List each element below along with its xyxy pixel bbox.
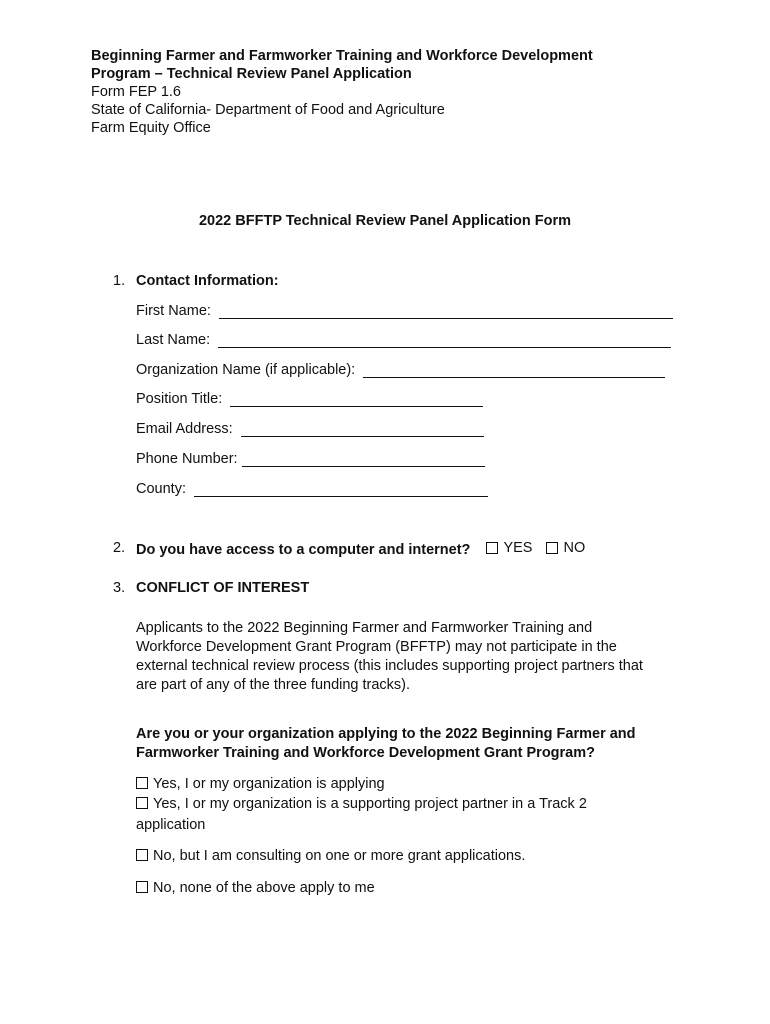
no-label: NO (563, 540, 586, 556)
section-1-number: 1. (113, 273, 126, 289)
option-label: Yes, I or my organization is applying (153, 776, 385, 792)
option-supporting-partner[interactable] (136, 794, 587, 814)
last-name-input-line[interactable] (218, 332, 671, 348)
option-label: application (136, 817, 206, 833)
last-name-label: Last Name: (136, 332, 211, 348)
office-name: Farm Equity Office (91, 120, 211, 136)
option-consulting[interactable] (136, 846, 525, 866)
county-field (136, 481, 488, 497)
position-title-field (136, 391, 483, 407)
header-title-line2: Program – Technical Review Panel Application (91, 66, 412, 82)
paragraph-line: Workforce Development Grant Program (BFFTP) may not participate in the (136, 639, 617, 655)
applying-question (136, 725, 636, 763)
section-2-number: 2. (113, 540, 126, 556)
conflict-paragraph (136, 619, 643, 695)
paragraph-line: Applicants to the 2022 Beginning Farmer and Farmworker Training and (136, 620, 593, 636)
organization-name-label: Organization Name (if applicable): (136, 362, 356, 378)
phone-number-input-line[interactable] (242, 451, 485, 467)
question-line: Are you or your organization applying to the 2022 Beginning Farmer and (136, 726, 636, 742)
last-name-field (136, 332, 671, 348)
option-none[interactable] (136, 878, 375, 898)
question-line: Farmworker Training and Workforce Development Grant Program? (136, 745, 596, 761)
no-checkbox[interactable] (546, 540, 585, 556)
form-number: Form FEP 1.6 (91, 84, 181, 100)
form-title: 2022 BFFTP Technical Review Panel Application Form (198, 213, 571, 229)
header-title-line1: Beginning Farmer and Farmworker Training and Workforce Development (91, 48, 593, 64)
option-applying[interactable] (136, 774, 385, 794)
phone-number-field (136, 451, 485, 467)
first-name-label: First Name: (136, 303, 211, 319)
email-address-input-line[interactable] (241, 421, 484, 437)
organization-name-input-line[interactable] (363, 362, 665, 378)
first-name-field (136, 303, 673, 319)
computer-access-question: Do you have access to a computer and internet? (136, 542, 471, 558)
email-address-field (136, 421, 484, 437)
email-address-label: Email Address: (136, 421, 233, 437)
section-3-heading: CONFLICT OF INTEREST (136, 580, 310, 596)
option-label: No, none of the above apply to me (153, 880, 375, 896)
first-name-input-line[interactable] (219, 303, 673, 319)
checkbox-icon (136, 797, 148, 809)
paragraph-line: are part of any of the three funding tracks). (136, 677, 411, 693)
checkbox-icon (546, 542, 558, 554)
checkbox-icon (136, 777, 148, 789)
checkbox-icon (136, 881, 148, 893)
section-2-row (136, 540, 585, 558)
county-input-line[interactable] (194, 481, 488, 497)
yes-label: YES (503, 540, 533, 556)
department-name: State of California- Department of Food and Agriculture (91, 102, 445, 118)
position-title-input-line[interactable] (230, 391, 483, 407)
section-3-number: 3. (113, 580, 126, 596)
option-supporting-partner-continued (136, 815, 205, 835)
county-label: County: (136, 481, 186, 497)
checkbox-icon (486, 542, 498, 554)
organization-name-field (136, 362, 665, 378)
phone-number-label: Phone Number: (136, 451, 238, 467)
section-1-heading: Contact Information: (136, 273, 279, 289)
yes-checkbox[interactable] (486, 540, 532, 556)
option-label: Yes, I or my organization is a supporting project partner in a Track 2 (153, 796, 587, 812)
checkbox-icon (136, 849, 148, 861)
paragraph-line: external technical review process (this includes supporting project partners that (136, 658, 643, 674)
position-title-label: Position Title: (136, 391, 223, 407)
option-label: No, but I am consulting on one or more grant applications. (153, 848, 526, 864)
